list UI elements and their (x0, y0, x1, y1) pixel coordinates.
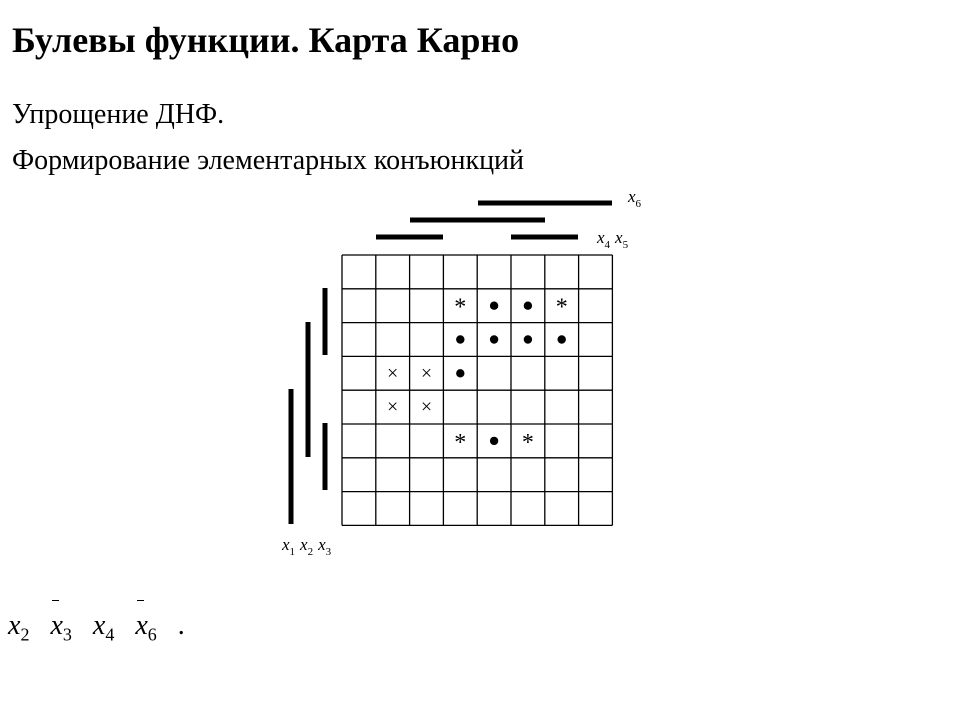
mark-dot (490, 437, 498, 445)
formula-end: . (177, 610, 185, 641)
page-title: Булевы функции. Карта Карно (12, 20, 520, 60)
mark-cross: × (420, 396, 433, 419)
mark-dot (524, 302, 532, 310)
formula-term-x4: $x_4$ (92, 610, 115, 645)
mark-dot (490, 335, 498, 343)
formula-term-not-x6: $x_6$ (135, 596, 156, 665)
formula-term-not-x3: $x_3$ (50, 596, 71, 665)
mark-dot (490, 302, 498, 310)
mark-cross: × (387, 396, 399, 419)
formula-term-x2: $x_2$ (8, 610, 30, 645)
result-formula (8, 596, 185, 665)
row-variable-bars (291, 288, 325, 524)
column-variable-bars (376, 203, 612, 237)
label-x1-x2-x3: $x_1$ $x_2$ $x_3$ (282, 535, 332, 558)
mark-asterisk: * (454, 294, 467, 321)
mark-dot (558, 335, 566, 343)
mark-asterisk: * (454, 429, 467, 456)
subtitle-conjunctions: Формирование элементарных конъюнкций (12, 145, 525, 176)
mark-asterisk: * (521, 429, 534, 456)
mark-dot (456, 335, 464, 343)
mark-dot (456, 369, 464, 377)
karnaugh-grid (342, 255, 612, 525)
label-x6: $x_6$ (628, 187, 642, 210)
mark-cross: × (387, 362, 399, 385)
mark-asterisk: * (555, 294, 568, 321)
mark-cross: × (420, 362, 433, 385)
subtitle-simplification: Упрощение ДНФ. (12, 99, 225, 130)
mark-dot (524, 335, 532, 343)
label-x4-x5: $x_4$ $x_5$ (597, 228, 629, 251)
